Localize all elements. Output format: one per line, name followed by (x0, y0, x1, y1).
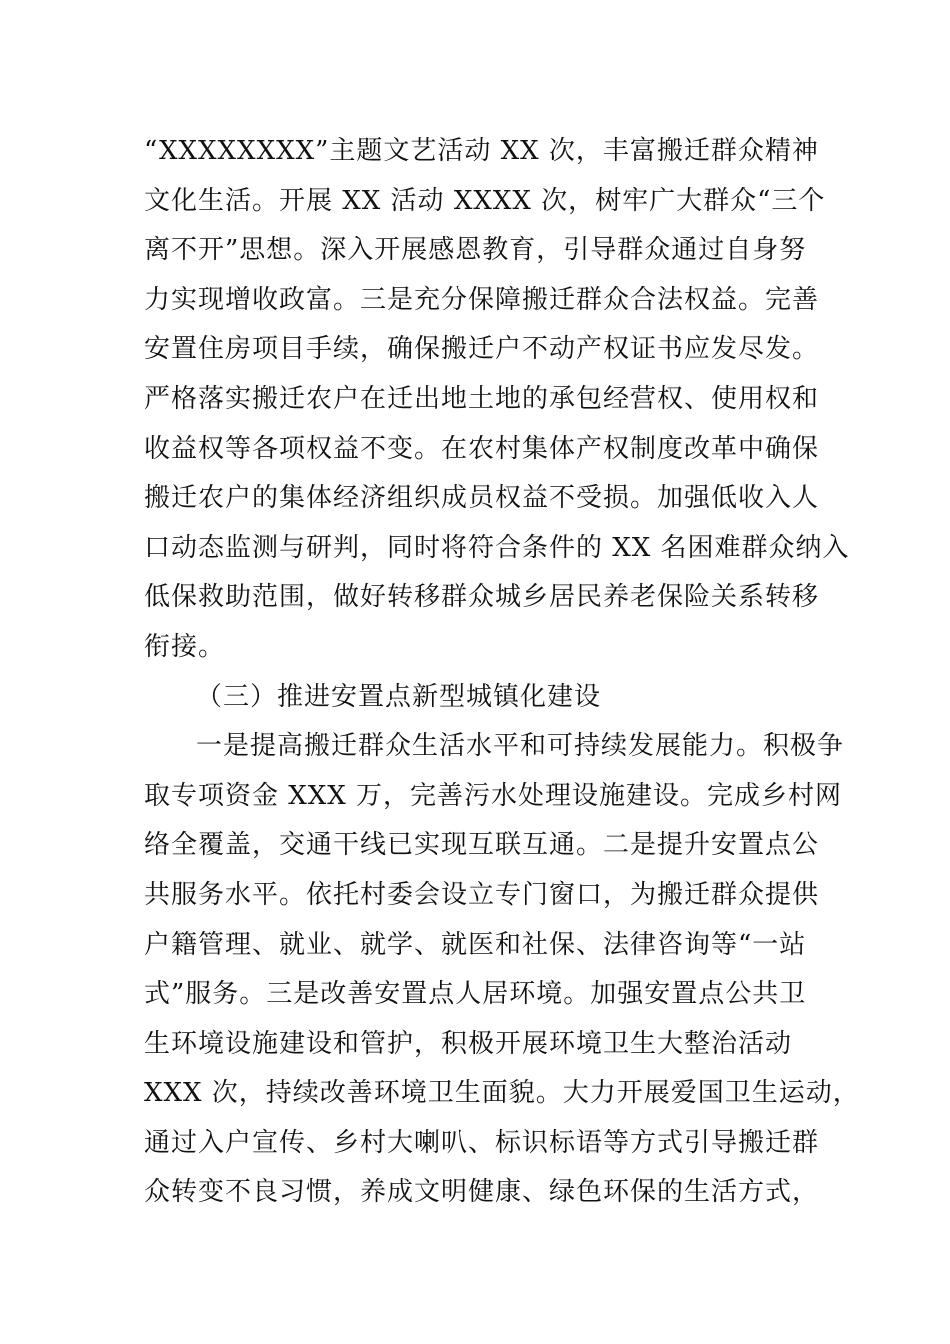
text-line: 严格落实搬迁农户在迁出地土地的承包经营权、使用权和 (144, 383, 820, 414)
text-line: XXX 次，持续改善环境卫生面貌。大力开展爱国卫生运动， (144, 1078, 860, 1109)
text-line: 众转变不良习惯，养成文明健康、绿色环保的生活方式， (144, 1177, 820, 1208)
text-line: 低保救助范围，做好转移群众城乡居民养老保险关系转移 (144, 582, 820, 613)
text-line: 口动态监测与研判，同时将符合条件的 XX 名困难群众纳入 (144, 532, 850, 563)
text-line: 共服务水平。依托村委会设立专门窗口，为搬迁群众提供 (144, 879, 820, 910)
text-line: 衔接。 (144, 631, 226, 662)
text-line: “XXXXXXXX”主题文艺活动 XX 次，丰富搬迁群众精神 (144, 136, 819, 166)
text-line: 搬迁农户的集体经济组织成员权益不受损。加强低收入人 (144, 483, 820, 514)
text-line: 取专项资金 XXX 万，完善污水处理设施建设。完成乡村网 (144, 780, 843, 811)
text-line: 力实现增收政富。三是充分保障搬迁群众合法权益。完善 (144, 284, 820, 315)
text-line: 通过入户宣传、乡村大喇叭、标识标语等方式引导搬迁群 (144, 1127, 820, 1158)
section-heading: （三）推进安置点新型城镇化建设 (196, 681, 602, 712)
document-body (144, 127, 860, 1218)
text-line: 生环境设施建设和管护，积极开展环境卫生大整治活动 (144, 1028, 793, 1059)
text-line: 式”服务。三是改善安置点人居环境。加强安置点公共卫 (144, 979, 807, 1010)
text-line: 户籍管理、就业、就学、就医和社保、法律咨询等“一站 (144, 929, 807, 960)
text-line: 收益权等各项权益不变。在农村集体产权制度改革中确保 (144, 433, 820, 464)
paragraph-start-line: 一是提高搬迁群众生活水平和可持续发展能力。积极争 (196, 731, 845, 762)
text-line: 络全覆盖，交通干线已实现互联互通。二是提升安置点公 (144, 830, 820, 861)
text-line: 文化生活。开展 XX 活动 XXXX 次，树牢广大群众“三个 (144, 185, 826, 216)
text-line: 离不开”思想。深入开展感恩教育，引导群众通过自身努 (144, 235, 807, 266)
text-line: 安置住房项目手续，确保搬迁户不动产权证书应发尽发。 (144, 334, 820, 365)
